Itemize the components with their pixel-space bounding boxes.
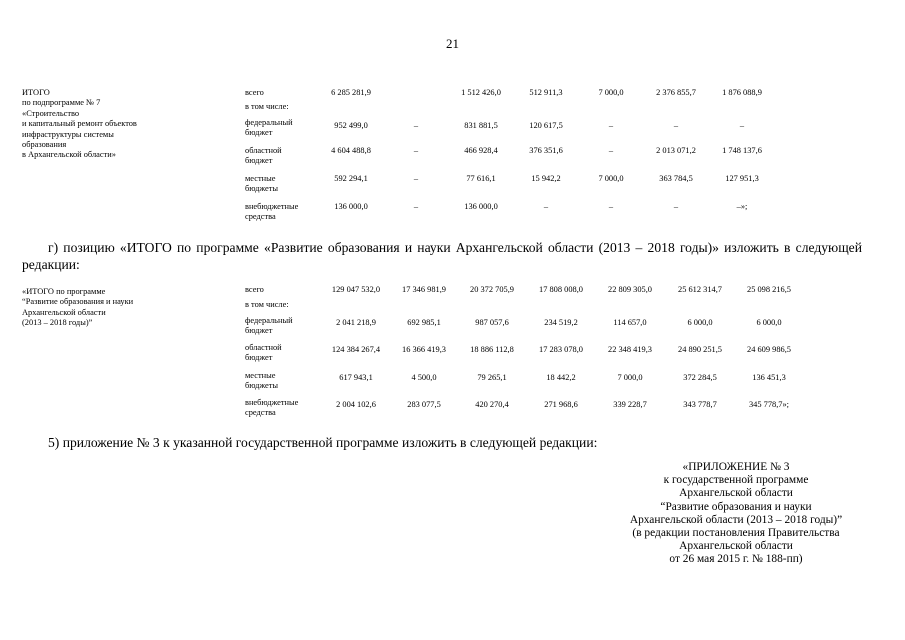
table-cell: 7 000,0: [598, 174, 624, 183]
table-cell: 343 778,7: [683, 400, 717, 409]
table-cell: 24 609 986,5: [747, 345, 791, 354]
table-cell: 1 748 137,6: [722, 146, 762, 155]
table-row-label: в том числе:: [245, 102, 289, 111]
table-row-label: местные бюджеты: [245, 174, 279, 193]
table-cell: 22 348 419,3: [608, 345, 652, 354]
table-cell: 17 346 981,9: [402, 285, 446, 294]
table-cell: 692 985,1: [407, 318, 441, 327]
table-cell: 339 228,7: [613, 400, 647, 409]
table-cell: –: [413, 174, 419, 183]
table-row-label: федеральный бюджет: [245, 118, 293, 137]
table-cell: 24 890 251,5: [678, 345, 722, 354]
table-cell: –: [673, 202, 679, 211]
table-row-label: внебюджетные средства: [245, 398, 299, 417]
appendix-heading-block: [600, 461, 872, 567]
table-cell: 372 284,5: [683, 373, 717, 382]
table-row-label: в том числе:: [245, 300, 289, 309]
table-cell: 127 951,3: [725, 174, 759, 183]
appendix-line: Архангельской области: [679, 540, 793, 553]
table-cell: 4 604 488,8: [331, 146, 371, 155]
table-cell: 617 943,1: [339, 373, 373, 382]
table-cell: 124 384 267,4: [331, 345, 381, 354]
table-cell: 345 778,7»;: [748, 400, 789, 409]
table-cell: 2 376 855,7: [656, 88, 696, 97]
table-cell: 376 351,6: [529, 146, 563, 155]
table-row-label: всего: [245, 88, 264, 97]
appendix-line: (в редакции постановления Правительства: [632, 527, 840, 540]
table-cell: 20 372 705,9: [470, 285, 514, 294]
table-cell: 77 616,1: [466, 174, 496, 183]
table-cell: –»;: [736, 202, 748, 211]
table-cell: –: [413, 146, 419, 155]
table-cell: 15 942,2: [531, 174, 561, 183]
table-cell: 420 270,4: [475, 400, 509, 409]
table-cell: 22 809 305,0: [608, 285, 652, 294]
table-cell: –: [739, 121, 745, 130]
page-number: 21: [446, 36, 459, 51]
table-cell: –: [608, 121, 614, 130]
table-cell: –: [608, 202, 614, 211]
table-row-label: областной бюджет: [245, 343, 282, 362]
table-cell: 25 612 314,7: [678, 285, 722, 294]
appendix-line: “Развитие образования и науки: [660, 500, 812, 513]
table-cell: 114 657,0: [613, 318, 647, 327]
table-cell: 987 057,6: [475, 318, 509, 327]
table-cell: 7 000,0: [617, 373, 643, 382]
table-cell: –: [543, 202, 549, 211]
table-row-label: федеральный бюджет: [245, 316, 293, 335]
table-cell: 831 881,5: [464, 121, 498, 130]
table-cell: 79 265,1: [477, 373, 507, 382]
table-cell: 6 000,0: [687, 318, 713, 327]
table-cell: –: [413, 121, 419, 130]
table-cell: 120 617,5: [529, 121, 563, 130]
table-cell: 136 000,0: [334, 202, 368, 211]
table-cell: 2 041 218,9: [336, 318, 376, 327]
table-cell: 466 928,4: [464, 146, 498, 155]
table-cell: 136 000,0: [464, 202, 498, 211]
table-cell: 592 294,1: [334, 174, 368, 183]
appendix-line: от 26 мая 2015 г. № 188-пп): [669, 553, 803, 566]
table-cell: 363 784,5: [659, 174, 693, 183]
table-cell: 271 968,6: [544, 400, 578, 409]
table-cell: 129 047 532,0: [331, 285, 381, 294]
table-cell: 6 000,0: [756, 318, 782, 327]
appendix-line: к государственной программе: [663, 474, 809, 487]
table-row-header: ИТОГО по подпрограмме № 7 «Строительство и капитальный ремонт объектов инфраструктуры системы образования в Архангельской области»: [22, 88, 137, 160]
table-cell: 283 077,5: [407, 400, 441, 409]
table-row-label: внебюджетные средства: [245, 202, 299, 221]
table-row-label: местные бюджеты: [245, 371, 279, 390]
table-cell: 1 512 426,0: [461, 88, 501, 97]
table-cell: 25 098 216,5: [747, 285, 791, 294]
table-cell: 136 451,3: [752, 373, 786, 382]
table-cell: –: [608, 146, 614, 155]
table-cell: –: [413, 202, 419, 211]
table-cell: 16 366 419,3: [402, 345, 446, 354]
table-cell: –: [673, 121, 679, 130]
table-cell: 7 000,0: [598, 88, 624, 97]
paragraph-item-5: 5) приложение № 3 к указанной государственной программе изложить в следующей редакции:: [48, 435, 598, 450]
table-cell: 17 283 078,0: [539, 345, 583, 354]
table-cell: 6 285 281,9: [331, 88, 371, 97]
table-row-label: всего: [245, 285, 264, 294]
table-cell: 1 876 088,9: [722, 88, 762, 97]
table-cell: 952 499,0: [334, 121, 368, 130]
table-cell: 2 004 102,6: [336, 400, 376, 409]
table-cell: 512 911,3: [529, 88, 563, 97]
appendix-line: Архангельской области (2013 – 2018 годы)”: [629, 513, 843, 526]
appendix-line: Архангельской области: [679, 487, 793, 500]
appendix-line: «ПРИЛОЖЕНИЕ № 3: [682, 461, 790, 473]
paragraph-item-g: г) позицию «ИТОГО по программе «Развитие образования и науки Архангельской области (2013 – 2018 годы)» изложить в следующей редакции:: [22, 240, 862, 272]
table-cell: 17 808 008,0: [539, 285, 583, 294]
table-cell: 234 519,2: [544, 318, 578, 327]
table-cell: 18 442,2: [546, 373, 576, 382]
table-cell: 2 013 071,2: [656, 146, 696, 155]
table-cell: 4 500,0: [411, 373, 437, 382]
table-row-label: областной бюджет: [245, 146, 282, 165]
table-row-header: «ИТОГО по программе “Развитие образования и науки Архангельской области (2013 – 2018 годы)”: [22, 287, 134, 328]
table-cell: 18 886 112,8: [470, 345, 514, 354]
